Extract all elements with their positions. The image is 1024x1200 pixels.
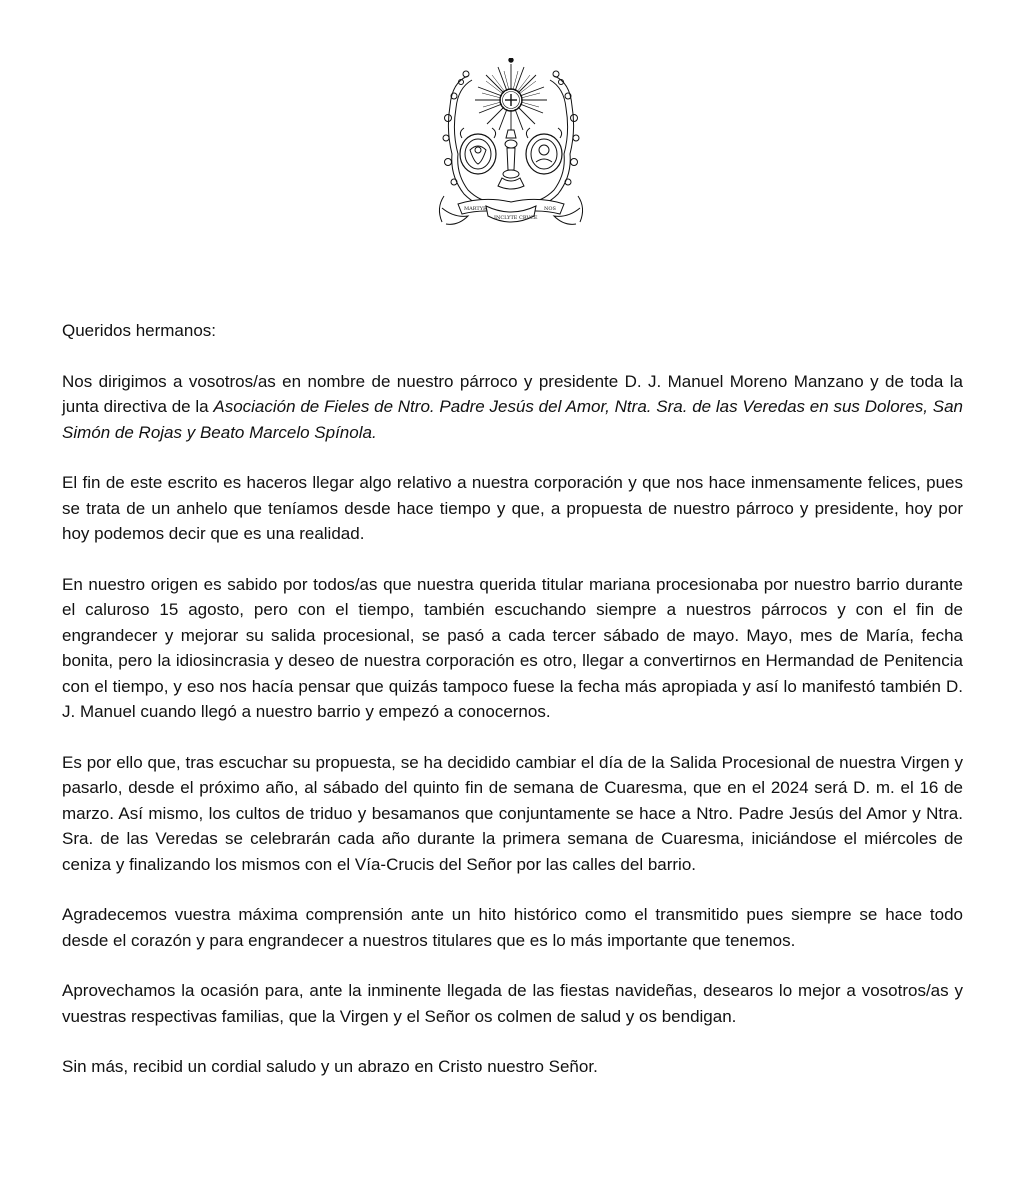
motto-right: NOS	[544, 206, 556, 212]
paragraph-3: En nuestro origen es sabido por todos/as que nuestra querida titular mariana procesionaba por nuestro barrio durante el caluroso 15 agosto, pero con el tiempo, también escuchando siempre a nuestros párrocos y con el fin de engrandecer y mejorar su salida procesional, se pasó a cada tercer sábado de mayo. Mayo, mes de María, fecha bonita, pero la idiosincrasia y deseo de nuestra corporación es otro, llegar a convertirnos en Hermandad de Penitencia con el tiempo, y eso nos hacía pensar que quizás tampoco fuese la fecha más apropiada y así lo manifestó también D. J. Manuel cuando llegó a nuestro barrio y empezó a conocernos.	[62, 574, 963, 721]
sunburst-icon	[475, 58, 547, 130]
greeting: Queridos hermanos:	[62, 321, 217, 340]
paragraph-4: Es por ello que, tras escuchar su propuesta, se ha decidido cambiar el día de la Salida Procesional de nuestra Virgen y pasarlo, desde el próximo año, al sábado del quinto fin de semana de Cuaresma, que en el 2024 será D. m. el 16 de marzo. Así mismo, los cultos de triduo y besamanos que conjuntamente se hace a Ntro. Padre Jesús del Amor y Ntra. Sra. de las Veredas se celebrarán cada año durante la primera semana de Cuaresma, iniciándose el miércoles de ceniza y finalizando los mismos con el Vía-Crucis del Señor por las calles del barrio.	[62, 752, 963, 874]
brotherhood-crest-emblem	[428, 58, 594, 234]
monstrance-stem-icon	[498, 130, 524, 189]
association-name: Asociación de Fieles de Ntro. Padre Jesús del Amor, Ntra. Sra. de las Veredas en sus Dolores, San Simón de Rojas y Beato Marcelo Spínola.	[62, 397, 964, 442]
closing: Sin más, recibid un cordial saludo y un abrazo en Cristo nuestro Señor.	[62, 1057, 598, 1076]
paragraph-1	[62, 369, 963, 446]
motto-ribbon	[458, 199, 564, 222]
paragraph-1-text: Nos dirigimos a vosotros/as en nombre de nuestro párroco y presidente D. J. Manuel Moreno Manzano y de toda la junta directiva de la	[62, 371, 963, 416]
letter-body	[62, 318, 963, 1080]
paragraph-2: El fin de este escrito es haceros llegar algo relativo a nuestra corporación y que nos hace inmensamente felices, pues se trata de un anhelo que teníamos desde hace tiempo y que, a propuesta de nuestro párroco y presidente, hoy por hoy podemos decir que es una realidad.	[62, 473, 963, 543]
paragraph-5: Agradecemos vuestra máxima comprensión ante un hito histórico como el transmitido pues siempre se hace todo desde el corazón y para engrandecer a nuestros titulares que es lo más importante que tenemos.	[62, 905, 963, 950]
motto-left: MARTYR	[464, 206, 487, 212]
paragraph-6: Aprovechamos la ocasión para, ante la inminente llegada de las fiestas navideñas, desearos lo mejor a vosotros/as y vuestras respectivas familias, que la Virgen y el Señor os colmen de salud y os bendigan.	[62, 981, 963, 1026]
motto-center: INCLYTE CRVCE	[494, 215, 538, 221]
